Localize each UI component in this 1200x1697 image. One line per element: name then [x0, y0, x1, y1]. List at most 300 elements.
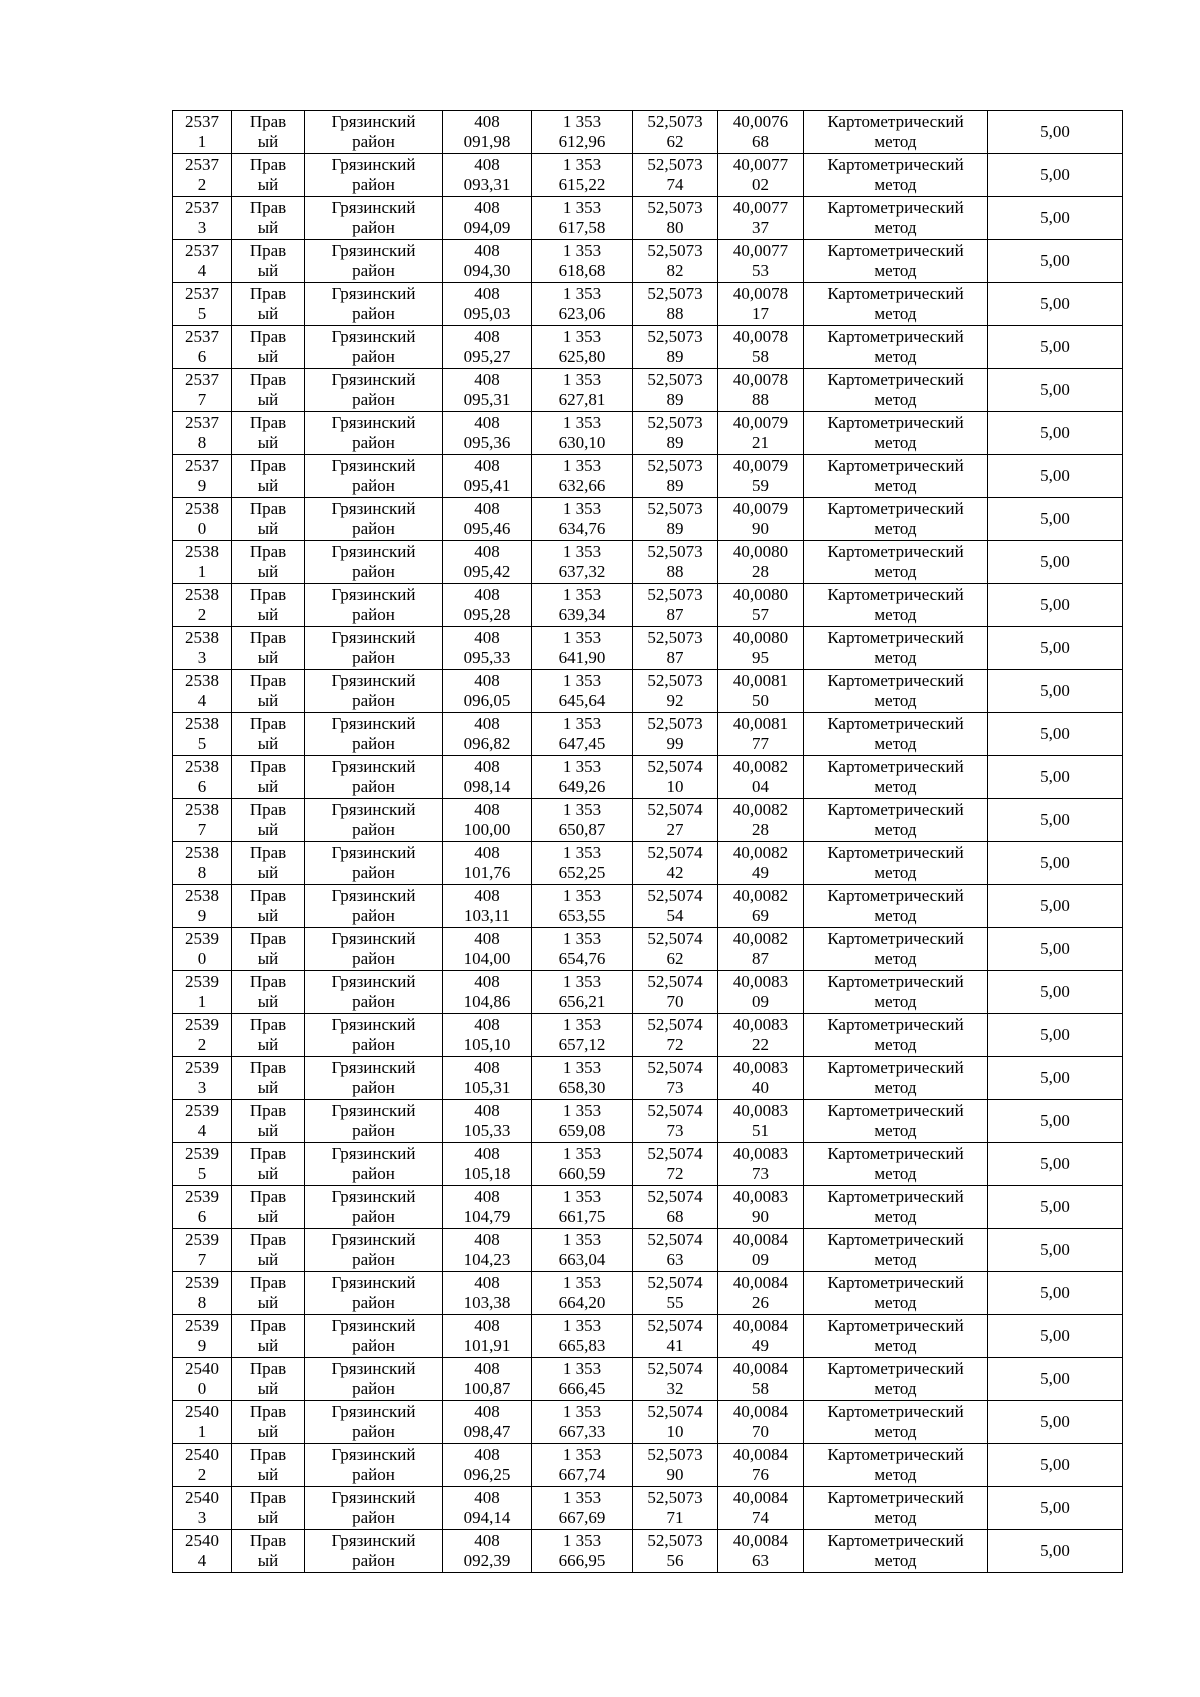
longitude-line1: 40,0077 — [732, 198, 789, 217]
district-cell — [305, 885, 443, 928]
district-cell — [305, 1358, 443, 1401]
latitude-cell — [633, 928, 718, 971]
longitude-line1: 40,0083 — [732, 1101, 789, 1120]
latitude-line1: 52,5073 — [647, 671, 703, 690]
x-coordinate-line2: 094,14 — [463, 1508, 511, 1527]
table-row — [173, 885, 1123, 928]
longitude-line2: 37 — [752, 218, 769, 237]
longitude-cell — [718, 670, 804, 713]
method-line1: Картометрический — [827, 671, 964, 690]
x-coordinate-line1: 408 — [474, 972, 500, 991]
side-cell — [232, 283, 305, 326]
table-row — [173, 283, 1123, 326]
district-line1: Грязинский — [331, 757, 416, 776]
y-coordinate-line1: 1 353 — [562, 628, 602, 647]
district-line1: Грязинский — [331, 413, 416, 432]
latitude-cell — [633, 670, 718, 713]
side-cell — [232, 1014, 305, 1057]
method-line1: Картометрический — [827, 1144, 964, 1163]
x-coordinate-cell — [443, 498, 532, 541]
x-coordinate-line1: 408 — [474, 929, 500, 948]
method-line1: Картометрический — [827, 714, 964, 733]
y-coordinate-line2: 634,76 — [558, 519, 606, 538]
point-number-cell — [173, 455, 232, 498]
side-line2: ый — [257, 132, 279, 151]
method-line2: метод — [874, 734, 917, 753]
point-number-cell — [173, 799, 232, 842]
accuracy-value: 5,00 — [1040, 896, 1070, 915]
longitude-line2: 77 — [752, 734, 769, 753]
x-coordinate-line1: 408 — [474, 327, 500, 346]
method-cell — [804, 971, 988, 1014]
point-number-line1: 2539 — [185, 1230, 219, 1249]
side-line1: Прав — [249, 1359, 287, 1378]
x-coordinate-line1: 408 — [474, 1445, 500, 1464]
x-coordinate-cell — [443, 1100, 532, 1143]
y-coordinate-line2: 617,58 — [558, 218, 606, 237]
y-coordinate-line2: 658,30 — [558, 1078, 606, 1097]
latitude-cell — [633, 412, 718, 455]
x-coordinate-line1: 408 — [474, 284, 500, 303]
point-number-line2: 4 — [197, 691, 207, 710]
point-number-line1: 2539 — [185, 1273, 219, 1292]
x-coordinate-line1: 408 — [474, 542, 500, 561]
latitude-line1: 52,5074 — [647, 972, 703, 991]
x-coordinate-line1: 408 — [474, 757, 500, 776]
accuracy-cell — [988, 1057, 1123, 1100]
x-coordinate-line1: 408 — [474, 499, 500, 518]
district-line1: Грязинский — [331, 542, 416, 561]
table-row — [173, 1444, 1123, 1487]
side-cell — [232, 240, 305, 283]
latitude-line2: 10 — [666, 777, 684, 796]
side-cell — [232, 1057, 305, 1100]
longitude-cell — [718, 971, 804, 1014]
side-line2: ый — [257, 476, 279, 495]
accuracy-value: 5,00 — [1040, 380, 1070, 399]
side-line1: Прав — [249, 1230, 287, 1249]
latitude-line2: 87 — [666, 648, 684, 667]
point-number-cell — [173, 1100, 232, 1143]
latitude-cell — [633, 455, 718, 498]
method-line1: Картометрический — [827, 929, 964, 948]
accuracy-cell — [988, 1401, 1123, 1444]
longitude-cell — [718, 498, 804, 541]
longitude-cell — [718, 713, 804, 756]
method-line2: метод — [874, 347, 917, 366]
longitude-line2: 50 — [752, 691, 769, 710]
district-line1: Грязинский — [331, 843, 416, 862]
x-coordinate-line2: 095,42 — [463, 562, 511, 581]
side-line1: Прав — [249, 370, 287, 389]
method-cell — [804, 584, 988, 627]
longitude-cell — [718, 283, 804, 326]
method-cell — [804, 756, 988, 799]
y-coordinate-line2: 667,74 — [558, 1465, 606, 1484]
x-coordinate-cell — [443, 154, 532, 197]
point-number-line2: 2 — [197, 1465, 207, 1484]
y-coordinate-line1: 1 353 — [562, 370, 602, 389]
side-cell — [232, 1401, 305, 1444]
y-coordinate-line2: 667,69 — [558, 1508, 606, 1527]
latitude-line1: 52,5074 — [647, 1187, 703, 1206]
district-line2: район — [352, 1035, 395, 1054]
x-coordinate-line2: 092,39 — [463, 1551, 511, 1570]
point-number-line2: 5 — [197, 304, 207, 323]
side-cell — [232, 1444, 305, 1487]
method-line1: Картометрический — [827, 628, 964, 647]
y-coordinate-line1: 1 353 — [562, 1488, 602, 1507]
side-line2: ый — [257, 1551, 279, 1570]
accuracy-cell — [988, 498, 1123, 541]
y-coordinate-cell — [532, 111, 633, 154]
district-line1: Грязинский — [331, 1488, 416, 1507]
point-number-cell — [173, 1143, 232, 1186]
latitude-cell — [633, 1487, 718, 1530]
side-cell — [232, 1487, 305, 1530]
y-coordinate-line2: 654,76 — [558, 949, 606, 968]
latitude-line1: 52,5073 — [647, 413, 703, 432]
side-line2: ый — [257, 1250, 279, 1269]
latitude-cell — [633, 541, 718, 584]
accuracy-cell — [988, 1272, 1123, 1315]
point-number-line2: 3 — [197, 218, 207, 237]
district-line2: район — [352, 906, 395, 925]
side-line1: Прав — [249, 585, 287, 604]
point-number-line1: 2537 — [185, 241, 219, 260]
x-coordinate-cell — [443, 1401, 532, 1444]
y-coordinate-cell — [532, 1401, 633, 1444]
method-cell — [804, 283, 988, 326]
point-number-cell — [173, 713, 232, 756]
method-line2: метод — [874, 1207, 917, 1226]
x-coordinate-line1: 408 — [474, 628, 500, 647]
method-line2: метод — [874, 218, 917, 237]
latitude-line1: 52,5074 — [647, 1273, 703, 1292]
latitude-line1: 52,5073 — [647, 1488, 703, 1507]
district-line2: район — [352, 1293, 395, 1312]
accuracy-cell — [988, 756, 1123, 799]
table-row — [173, 1143, 1123, 1186]
x-coordinate-cell — [443, 713, 532, 756]
method-line2: метод — [874, 476, 917, 495]
method-line2: метод — [874, 519, 917, 538]
x-coordinate-line1: 408 — [474, 800, 500, 819]
district-cell — [305, 928, 443, 971]
method-cell — [804, 369, 988, 412]
point-number-line1: 2538 — [185, 843, 219, 862]
method-line2: метод — [874, 1508, 917, 1527]
side-cell — [232, 1143, 305, 1186]
table-row — [173, 1272, 1123, 1315]
y-coordinate-line2: 653,55 — [558, 906, 606, 925]
method-cell — [804, 670, 988, 713]
latitude-cell — [633, 627, 718, 670]
district-line1: Грязинский — [331, 1316, 416, 1335]
method-line2: метод — [874, 906, 917, 925]
point-number-cell — [173, 670, 232, 713]
method-cell — [804, 111, 988, 154]
district-cell — [305, 1315, 443, 1358]
district-line1: Грязинский — [331, 1144, 416, 1163]
accuracy-cell — [988, 1100, 1123, 1143]
point-number-line2: 7 — [197, 820, 207, 839]
side-line1: Прав — [249, 671, 287, 690]
side-line2: ый — [257, 1465, 279, 1484]
y-coordinate-line2: 667,33 — [558, 1422, 606, 1441]
side-line2: ый — [257, 605, 279, 624]
accuracy-cell — [988, 584, 1123, 627]
x-coordinate-line1: 408 — [474, 241, 500, 260]
x-coordinate-line1: 408 — [474, 198, 500, 217]
district-cell — [305, 1487, 443, 1530]
latitude-cell — [633, 1315, 718, 1358]
point-number-line2: 5 — [197, 1164, 207, 1183]
accuracy-cell — [988, 197, 1123, 240]
y-coordinate-cell — [532, 670, 633, 713]
district-cell — [305, 1272, 443, 1315]
y-coordinate-line2: 641,90 — [558, 648, 606, 667]
side-line2: ый — [257, 1035, 279, 1054]
side-line1: Прав — [249, 1015, 287, 1034]
point-number-line1: 2537 — [185, 456, 219, 475]
point-number-cell — [173, 1057, 232, 1100]
accuracy-value: 5,00 — [1040, 423, 1070, 442]
side-line2: ый — [257, 1422, 279, 1441]
side-line1: Прав — [249, 456, 287, 475]
latitude-line1: 52,5074 — [647, 757, 703, 776]
x-coordinate-line1: 408 — [474, 1488, 500, 1507]
side-line2: ый — [257, 1207, 279, 1226]
district-line1: Грязинский — [331, 499, 416, 518]
latitude-line2: 88 — [666, 304, 684, 323]
method-cell — [804, 1143, 988, 1186]
longitude-cell — [718, 1057, 804, 1100]
y-coordinate-line2: 625,80 — [558, 347, 606, 366]
longitude-line1: 40,0081 — [732, 714, 789, 733]
latitude-line2: 99 — [666, 734, 684, 753]
method-line2: метод — [874, 605, 917, 624]
accuracy-value: 5,00 — [1040, 552, 1070, 571]
y-coordinate-line2: 649,26 — [558, 777, 606, 796]
y-coordinate-cell — [532, 1057, 633, 1100]
side-line1: Прав — [249, 1058, 287, 1077]
table-row — [173, 842, 1123, 885]
method-line1: Картометрический — [827, 284, 964, 303]
longitude-cell — [718, 1487, 804, 1530]
method-line2: метод — [874, 304, 917, 323]
y-coordinate-cell — [532, 928, 633, 971]
method-line2: метод — [874, 949, 917, 968]
longitude-line2: 95 — [752, 648, 769, 667]
x-coordinate-line2: 095,27 — [463, 347, 511, 366]
y-coordinate-line2: 639,34 — [558, 605, 606, 624]
y-coordinate-line1: 1 353 — [562, 886, 602, 905]
table-row — [173, 412, 1123, 455]
method-line1: Картометрический — [827, 542, 964, 561]
longitude-line2: 40 — [752, 1078, 769, 1097]
side-line2: ый — [257, 1293, 279, 1312]
table-row — [173, 1186, 1123, 1229]
table-row — [173, 756, 1123, 799]
y-coordinate-cell — [532, 197, 633, 240]
point-number-cell — [173, 627, 232, 670]
point-number-line2: 2 — [197, 1035, 207, 1054]
latitude-line1: 52,5073 — [647, 1445, 703, 1464]
y-coordinate-line1: 1 353 — [562, 800, 602, 819]
accuracy-value: 5,00 — [1040, 509, 1070, 528]
table-row — [173, 799, 1123, 842]
latitude-cell — [633, 1444, 718, 1487]
point-number-line2: 1 — [197, 562, 207, 581]
x-coordinate-line2: 096,05 — [463, 691, 511, 710]
accuracy-cell — [988, 971, 1123, 1014]
point-number-line2: 9 — [197, 906, 207, 925]
method-line2: метод — [874, 175, 917, 194]
x-coordinate-line1: 408 — [474, 112, 500, 131]
x-coordinate-cell — [443, 799, 532, 842]
district-line2: район — [352, 1551, 395, 1570]
side-line1: Прав — [249, 1273, 287, 1292]
side-line1: Прав — [249, 628, 287, 647]
point-number-line1: 2538 — [185, 499, 219, 518]
x-coordinate-line2: 098,14 — [463, 777, 511, 796]
longitude-cell — [718, 369, 804, 412]
accuracy-cell — [988, 1186, 1123, 1229]
x-coordinate-line2: 093,31 — [463, 175, 511, 194]
side-cell — [232, 885, 305, 928]
side-line2: ый — [257, 820, 279, 839]
district-line1: Грязинский — [331, 972, 416, 991]
latitude-line2: 27 — [666, 820, 684, 839]
x-coordinate-cell — [443, 197, 532, 240]
point-number-cell — [173, 1229, 232, 1272]
point-number-line2: 9 — [197, 476, 207, 495]
district-cell — [305, 799, 443, 842]
x-coordinate-line2: 104,00 — [463, 949, 511, 968]
point-number-cell — [173, 885, 232, 928]
method-line2: метод — [874, 992, 917, 1011]
y-coordinate-cell — [532, 283, 633, 326]
latitude-cell — [633, 369, 718, 412]
method-line2: метод — [874, 1422, 917, 1441]
x-coordinate-line1: 408 — [474, 843, 500, 862]
accuracy-cell — [988, 1229, 1123, 1272]
y-coordinate-line2: 665,83 — [558, 1336, 606, 1355]
longitude-line1: 40,0078 — [732, 370, 789, 389]
point-number-line2: 1 — [197, 1422, 207, 1441]
side-line1: Прав — [249, 929, 287, 948]
point-number-line1: 2539 — [185, 972, 219, 991]
longitude-cell — [718, 412, 804, 455]
accuracy-cell — [988, 885, 1123, 928]
latitude-line1: 52,5074 — [647, 1015, 703, 1034]
point-number-line1: 2537 — [185, 284, 219, 303]
point-number-cell — [173, 971, 232, 1014]
x-coordinate-line2: 104,86 — [463, 992, 511, 1011]
accuracy-value: 5,00 — [1040, 724, 1070, 743]
longitude-line1: 40,0082 — [732, 886, 789, 905]
point-number-line2: 7 — [197, 390, 207, 409]
side-line2: ый — [257, 777, 279, 796]
x-coordinate-cell — [443, 885, 532, 928]
longitude-cell — [718, 1272, 804, 1315]
point-number-cell — [173, 197, 232, 240]
table-row — [173, 713, 1123, 756]
side-cell — [232, 842, 305, 885]
district-line1: Грязинский — [331, 628, 416, 647]
y-coordinate-line2: 637,32 — [558, 562, 606, 581]
longitude-line2: 53 — [752, 261, 769, 280]
side-line1: Прав — [249, 843, 287, 862]
longitude-line1: 40,0084 — [732, 1531, 789, 1550]
y-coordinate-line2: 632,66 — [558, 476, 606, 495]
y-coordinate-cell — [532, 326, 633, 369]
table-row — [173, 1315, 1123, 1358]
y-coordinate-cell — [532, 240, 633, 283]
longitude-cell — [718, 1444, 804, 1487]
method-line1: Картометрический — [827, 1015, 964, 1034]
y-coordinate-cell — [532, 154, 633, 197]
district-cell — [305, 283, 443, 326]
method-line1: Картометрический — [827, 327, 964, 346]
accuracy-value: 5,00 — [1040, 1068, 1070, 1087]
latitude-line1: 52,5073 — [647, 1531, 703, 1550]
latitude-line1: 52,5073 — [647, 585, 703, 604]
district-line2: район — [352, 390, 395, 409]
x-coordinate-cell — [443, 670, 532, 713]
side-line1: Прав — [249, 714, 287, 733]
x-coordinate-line1: 408 — [474, 1058, 500, 1077]
point-number-line1: 2538 — [185, 671, 219, 690]
point-number-line1: 2539 — [185, 1316, 219, 1335]
district-line1: Грязинский — [331, 198, 416, 217]
longitude-line2: 68 — [752, 132, 769, 151]
accuracy-cell — [988, 842, 1123, 885]
side-line1: Прав — [249, 499, 287, 518]
longitude-line1: 40,0079 — [732, 499, 789, 518]
district-line2: район — [352, 132, 395, 151]
side-line2: ый — [257, 175, 279, 194]
method-cell — [804, 1272, 988, 1315]
method-line1: Картометрический — [827, 1402, 964, 1421]
accuracy-value: 5,00 — [1040, 1412, 1070, 1431]
y-coordinate-line2: 612,96 — [558, 132, 606, 151]
side-line1: Прав — [249, 1101, 287, 1120]
point-number-line2: 4 — [197, 261, 207, 280]
y-coordinate-cell — [532, 1530, 633, 1573]
longitude-line1: 40,0076 — [732, 112, 789, 131]
longitude-cell — [718, 885, 804, 928]
district-line2: район — [352, 476, 395, 495]
accuracy-cell — [988, 111, 1123, 154]
y-coordinate-line1: 1 353 — [562, 929, 602, 948]
longitude-line1: 40,0080 — [732, 542, 789, 561]
point-number-line2: 6 — [197, 1207, 207, 1226]
longitude-line2: 70 — [752, 1422, 769, 1441]
point-number-cell — [173, 498, 232, 541]
point-number-line1: 2537 — [185, 327, 219, 346]
side-line1: Прав — [249, 800, 287, 819]
longitude-line1: 40,0077 — [732, 241, 789, 260]
y-coordinate-line1: 1 353 — [562, 1402, 602, 1421]
latitude-cell — [633, 1143, 718, 1186]
district-cell — [305, 1229, 443, 1272]
latitude-cell — [633, 885, 718, 928]
longitude-line1: 40,0079 — [732, 413, 789, 432]
side-line2: ый — [257, 906, 279, 925]
y-coordinate-line1: 1 353 — [562, 1101, 602, 1120]
